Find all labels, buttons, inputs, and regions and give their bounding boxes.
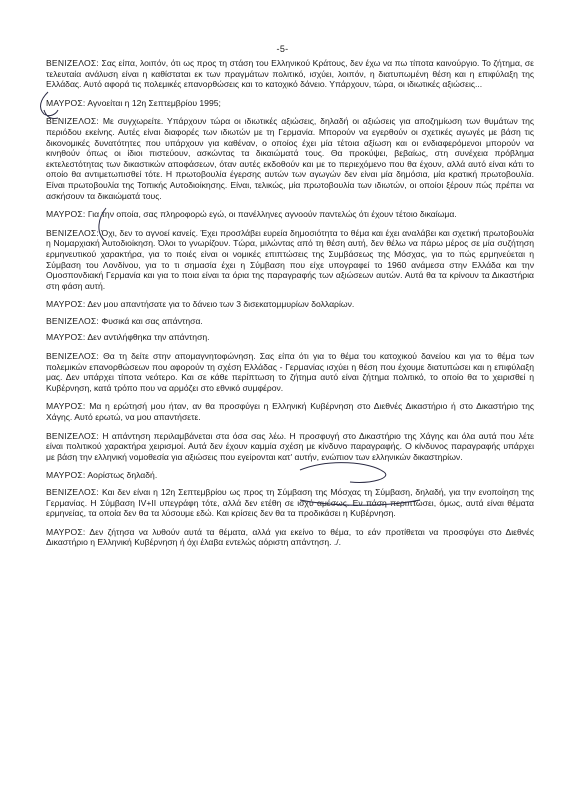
speaker-name: ΒΕΝΙΖΕΛΟΣ: — [46, 116, 99, 127]
transcript-paragraph — [46, 401, 534, 422]
speaker-name: ΒΕΝΙΖΕΛΟΣ: — [46, 487, 99, 497]
transcript-paragraph — [46, 351, 534, 393]
speaker-name: ΒΕΝΙΖΕΛΟΣ: — [46, 315, 99, 326]
paragraph-text: Δεν αντιλήφθηκα την απάντηση. — [85, 332, 210, 343]
speaker-name: ΒΕΝΙΖΕΛΟΣ: — [46, 351, 99, 362]
transcript-paragraph — [46, 527, 534, 548]
transcript-body — [46, 58, 534, 556]
transcript-paragraph — [46, 470, 534, 481]
transcript-paragraph — [46, 98, 534, 109]
paragraph-text: Και δεν είναι η 12η Σεπτεμβρίου ως προς τη Σύμβαση της Μόσχας τη Σύμβαση, δηλαδή, για την ενοποίηση της Γερμανίας. Η Σύμβαση IV+II υπεγράφη τότε, αλλά δεν ετέθη σε ισχύ αμέσως. Εν πάση περιπτώσει, όμως, αυτά είναι θέματα ερμηνείας, τα οποία δεν θα τα λύσουμε εδώ. Και κρίσεις δεν θα τα προδικάσει η Κυβέρνηση. — [46, 487, 534, 519]
paragraph-text: Θα τη δείτε στην απομαγνητοφώνηση. Σας είπα ότι για το θέμα του κατοχικού δανείου και για το θέμα των πολεμικών επανορθώσεων που αφορούν τη σχέση Ελλάδας - Γερμανίας ισχύει η θέση που έχουμε διατυπώσει και η επιφύλαξη μας. Δεν υπάρχει τίποτα νεότερο. Και σε κάθε περίπτωση το ζήτημα αυτό είναι ζήτημα πολιτικό, το οποίο θα το χειρισθεί η Κυβέρνηση, κατά τρόπο που να αρμόζει στο εθνικό συμφέρον. — [46, 351, 534, 393]
speaker-name: ΒΕΝΙΖΕΛΟΣ: — [46, 58, 99, 68]
paragraph-text: Όχι, δεν το αγνοεί κανείς. Έχει προσλάβει ευρεία δημοσιότητα το θέμα και έχει αναλάβει και σχετική πρωτοβουλία η Νομαρχιακή Αυτοδιοίκηση. Όλοι το γνωρίζουν. Τώρα, μιλώντας από τη θέση αυτή, δεν θέλω να πάρω μέρος σε μία συζήτηση ερμηνευτικού χαρακτήρα, για το ποιές είναι οι νομικές επιπτώσεις της Συμβάσεως της Μόσχας, για το πώς ερμηνεύεται η Σύμβαση του Λονδίνου, για το τι σημασία έχει η Σύμβαση που είχε υπογραφεί το 1960 ανάμεσα στην Ελλάδα και την Ομοσπονδιακή Γερμανία και για το ποια είναι τα όρια της παραγραφής των αξιώσεων αυτών. Αυτά θα τα κρίνουν τα Δικαστήρια στη φάση αυτή. — [46, 227, 534, 291]
transcript-paragraph — [46, 332, 534, 343]
speaker-name: ΜΑΥΡΟΣ: — [46, 526, 86, 537]
speaker-name: ΒΕΝΙΖΕΛΟΣ: — [46, 430, 99, 441]
paragraph-text: Σας είπα, λοιπόν, ότι ως προς τη στάση του Ελληνικού Κράτους, δεν έχω να πω τίποτα καινούργιο. Το ζήτημα, σε τελευταία ανάλυση είναι η καθίσταται εκ των πραγμάτων πολιτικό, ισχύει, λοιπόν, η διατυπωμένη θέση και η επιφύλαξη της Ελλάδας. Αυτό αφορά τις πολεμικές επανορθώσεις και το κατοχικό δάνειο. Υπάρχουν, τώρα, οι ιδιωτικές αξιώσεις... — [46, 58, 534, 90]
paragraph-text: Αγνοείται η 12η Σεπτεμβρίου 1995; — [85, 97, 221, 108]
paragraph-text: Αορίστως δηλαδή. — [85, 470, 158, 481]
paragraph-text: Δεν ζήτησα να λυθούν αυτά τα θέματα, αλλά για εκείνο το θέμα, το εάν προτίθεται να προσφύγει στο Διεθνές Δικαστήριο η Ελληνική Κυβέρνηση ή όχι έλαβα εντελώς αόριστη απάντηση. — [46, 526, 534, 548]
paragraph-text: Για την οποία, σας πληροφορώ εγώ, οι πανέλληνες αγνοούν παντελώς ότι έχουν τέτοιο δικαίωμα. — [85, 209, 457, 220]
speaker-name: ΜΑΥΡΟΣ: — [46, 401, 86, 412]
transcript-paragraph — [46, 316, 534, 327]
paragraph-text: Η απάντηση περιλαμβάνεται στα όσα σας λέω. Η προσφυγή στο Δικαστήριο της Χάγης και όλα αυτά που λέτε είναι πολιτικού χαρακτήρα χειρισμοί. Αυτά δεν έχουν καμμία σχέση με κίνδυνο παραγραφής. Ο κίνδυνος παραγραφής υπάρχει με βάση την ελληνική νομοθεσία για αξιώσεις που εγείρονται κατ' αυτήν, ενώπιον των ελληνικών δικαστηρίων. — [46, 430, 534, 462]
transcript-paragraph — [46, 116, 534, 201]
transcript-paragraph — [46, 228, 534, 292]
page-number: -5- — [276, 44, 289, 54]
speaker-name: ΜΑΥΡΟΣ: — [46, 97, 86, 108]
paragraph-text: Μα η ερώτησή μου ήταν, αν θα προσφύγει η Ελληνική Κυβέρνηση στο Διεθνές Δικαστήριο ή στο Δικαστήριο της Χάγης. Αυτό ερωτώ, να μου απαντήσετε. — [46, 401, 534, 423]
paragraph-text: Δεν μου απαντήσατε για το δάνειο των 3 δισεκατομμυρίων δολλαρίων. — [85, 299, 355, 310]
speaker-name: ΒΕΝΙΖΕΛΟΣ: — [46, 227, 99, 238]
speaker-name: ΜΑΥΡΟΣ: — [46, 299, 86, 310]
speaker-name: ΜΑΥΡΟΣ: — [46, 332, 86, 343]
transcript-paragraph — [46, 209, 534, 220]
transcript-paragraph — [46, 487, 534, 519]
transcript-paragraph — [46, 299, 534, 310]
paragraph-text: Φυσικά και σας απάντησα. — [98, 315, 203, 326]
transcript-paragraph — [46, 431, 534, 463]
speaker-name: ΜΑΥΡΟΣ: — [46, 470, 86, 481]
speaker-name: ΜΑΥΡΟΣ: — [46, 209, 86, 220]
paragraph-text: Με συγχωρείτε. Υπάρχουν τώρα οι ιδιωτικές αξιώσεις, δηλαδή οι αξιώσεις για αποζημίωση των θυμάτων της περιόδου εκείνης. Αυτές είναι διαφορές των ιδιωτών με τη Γερμανία. Μπορούν να εγερθούν οι σχετικές αγωγές με βάση τις δικονομικές δυνατότητες που υπάρχουν για καθέναν, ο οποίος έχει μία τέτοια αξίωση και οι ενδιαφερόμενοι μπορούν να κινηθούν όπως οι ίδιοι πιστεύουν, ασκώντας τα δικαιώματά τους. Θα προκύψει, βεβαίως, στη συνέχεια πρόβλημα εκτελεστότητας των δικαστικών αποφάσεων, όταν αυτές εκδοθούν και με το περιεχόμενο που θα έχουν, αλλά αυτό είναι κάτι το οποίο θα αντιμετωπισθεί τότε. Η πρωτοβουλία έγερσης αυτών των αγωγών δεν είναι μία δημόσια, μία κρατική πρωτοβουλία. Είναι πρωτοβουλία της Τοπικής Αυτοδιοίκησης. Είναι, τελικώς, μία πρωτοβουλία των ιδιωτών, οι οποίοι ξέρουν πώς πρέπει να ασκήσουν τα δικαιώματά τους. — [46, 116, 534, 201]
transcript-paragraph — [46, 58, 534, 90]
closing-mark: ./. — [333, 537, 342, 548]
